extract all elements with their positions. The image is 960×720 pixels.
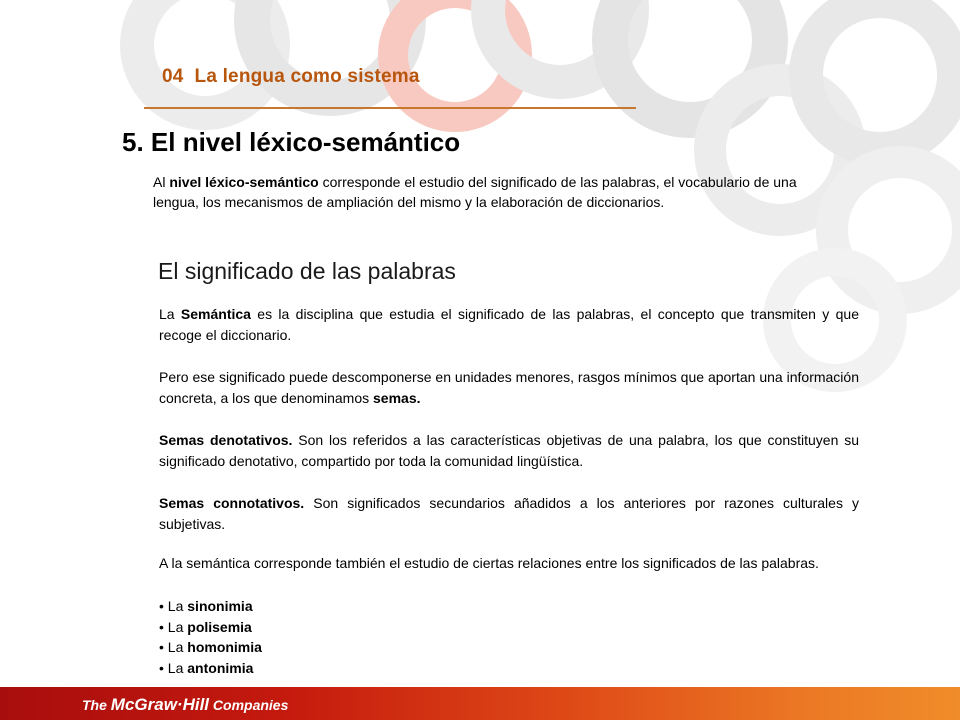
relaciones-paragraph: A la semántica corresponde también el estudio de ciertas relaciones entre los significados de las palabras. [159, 555, 819, 571]
list-item-term: sinonimia [187, 598, 253, 614]
section-subtitle: El significado de las palabras [158, 258, 456, 284]
list-item-prefix: La [167, 639, 188, 655]
semas-paragraph [159, 367, 859, 409]
chapter-number: 04 [162, 66, 184, 87]
list-item [159, 596, 262, 617]
paragraph-text: es la disciplina que estudia el significado de las palabras, el concepto que transmiten y que recoge el diccionario. [159, 306, 859, 343]
logo-companies: Companies [209, 697, 289, 713]
list-item [159, 617, 262, 638]
paragraph-bold-term: Semas connotativos. [159, 495, 305, 511]
list-item-term: polisemia [187, 618, 252, 635]
list-item-prefix: La [167, 618, 188, 635]
footer-bar [0, 687, 960, 720]
paragraph-text: La [159, 306, 181, 322]
semantica-paragraph [159, 304, 859, 346]
semas-connotativos-paragraph [159, 493, 859, 535]
mcgraw-hill-logo [82, 695, 288, 715]
list-item-prefix: La [167, 659, 188, 676]
list-item-prefix: La [167, 598, 188, 614]
chapter-title: La lengua como sistema [194, 66, 420, 87]
paragraph-text: Son significados secundarios añadidos a los anteriores por razones culturales y subjetivas. [159, 495, 859, 532]
intro-text: Al [153, 174, 170, 190]
paragraph-bold-term: Semántica [180, 306, 251, 322]
relations-list [159, 596, 262, 678]
logo-the: The [82, 697, 111, 713]
chapter-heading [162, 66, 420, 88]
logo-brand: McGraw·Hill [110, 695, 210, 714]
paragraph-text: Pero ese significado puede descomponerse en unidades menores, rasgos mínimos que aportan una información concreta, a los que denominamos [159, 369, 859, 406]
intro-text: corresponde el estudio del significado de las palabras, el vocabulario de una lengua, los mecanismos de ampliación del mismo y la elaboración de diccionarios. [153, 174, 797, 210]
chapter-divider [144, 107, 636, 109]
semas-denotativos-paragraph [159, 430, 859, 472]
paragraph-bold-term: semas. [373, 390, 421, 406]
intro-bold-term: nivel léxico-semántico [169, 174, 319, 190]
intro-paragraph [153, 172, 813, 212]
list-item [159, 637, 262, 658]
list-item [159, 658, 262, 679]
paragraph-bold-term: Semas denotativos. [159, 432, 293, 448]
paragraph-text: Son los referidos a las características objetivas de una palabra, los que constituyen su significado denotativo, compartido por toda la comunidad lingüística. [159, 432, 859, 469]
list-item-term: homonimia [187, 639, 262, 655]
list-item-term: antonimia [187, 659, 254, 676]
background-ring [806, 1, 954, 149]
page-title: 5. El nivel léxico-semántico [122, 127, 461, 157]
